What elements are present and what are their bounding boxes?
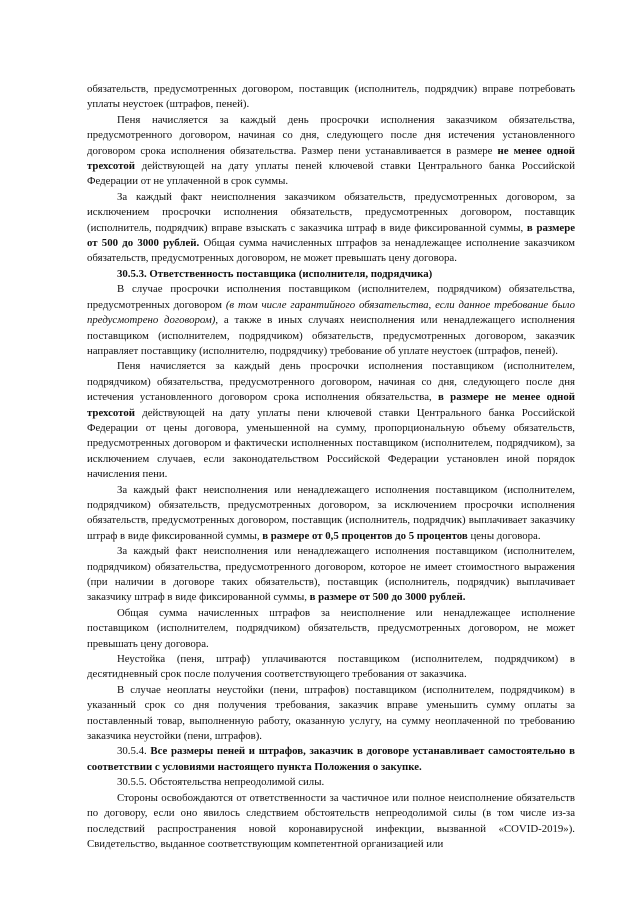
paragraph: [87, 190, 575, 267]
bold-text-run: в размере не менее одной трехсотой: [87, 391, 575, 419]
text-run: За каждый факт неисполнения или ненадлежащего исполнения поставщиком (исполнителем, подрядчиком) обязательств, предусмотренных договором, за исключением просрочки исполнения обязательств, предусмотренных договором, поставщик (исполнитель, подрядчик) выплачивает заказчику штраф в виде фиксированной суммы,: [87, 483, 575, 542]
text-run: обязательств, предусмотренных договором, поставщик (исполнитель, подрядчик) вправе потребовать уплаты неустоек (штрафов, пеней).: [87, 83, 575, 111]
paragraph: [87, 652, 575, 683]
paragraph: [87, 359, 575, 482]
paragraph: [87, 744, 575, 775]
text-run: В случае неоплаты неустойки (пени, штрафов) поставщиком (исполнителем, подрядчиком) в указанный срок со дня получения требования, заказчик вправе уменьшить сумму оплаты за поставленный товар, выполненную работу, оказанную услугу, на сумму неоплаченной по требованию заказчика неустойки (пени, штрафов).: [87, 683, 575, 743]
bold-text-run: не менее одной трехсотой: [87, 144, 575, 173]
paragraph: [87, 282, 575, 359]
text-run: , а также в иных случаях неисполнения или ненадлежащего исполнения поставщиком (исполнителем, подрядчиком) обязательств, предусмотренных договором, заказчик направляет поставщику (исполнителю, подрядчику) требование об уплате неустоек (штрафов, пеней).: [87, 314, 575, 357]
paragraph: [87, 544, 575, 606]
paragraph: [87, 113, 575, 190]
bold-text-run: в размере от 500 до 3000 рублей.: [309, 591, 466, 604]
text-run: Пеня начисляется за каждый день просрочки исполнения заказчиком обязательства, предусмотренного договором, начиная со дня, следующего после дня истечения установленного договором срока исполнения обязательства. Размер пени устанавливается в размере: [87, 113, 575, 157]
text-run: цены договора.: [467, 529, 541, 542]
text-run: В случае просрочки исполнения поставщиком (исполнителем, подрядчиком) обязательства, предусмотренных договором: [87, 283, 575, 311]
text-run: Общая сумма начисленных штрафов за неисполнение или ненадлежащее исполнение поставщиком (исполнителем, подрядчиком) обязательств, предусмотренных договором, не может превышать цену договора.: [87, 606, 575, 650]
bold-text-run: 30.5.3. Ответственность поставщика (исполнителя, подрядчика): [117, 267, 433, 280]
text-run: За каждый факт неисполнения заказчиком обязательств, предусмотренных договором, за исключением просрочки исполнения обязательств, предусмотренных договором, поставщик (исполнитель, подрядчик) вправе взыскать с заказчика штраф в виде фиксированной суммы,: [87, 190, 575, 234]
bold-text-run: Все размеры пеней и штрафов, заказчик в договоре устанавливает самостоятельно в соответствии с условиями настоящего пункта Положения о закупке.: [87, 745, 575, 773]
paragraph: [87, 791, 575, 853]
text-run: 30.5.5. Обстоятельства непреодолимой силы.: [117, 776, 325, 789]
document-page: [87, 82, 575, 852]
paragraph: [87, 82, 575, 113]
text-run: Стороны освобождаются от ответственности за частичное или полное неисполнение обязательств по договору, если оно явилось следствием обстоятельств непреодолимой силы (в том числе из-за последствий распространения новой коронавирусной инфекции, вызванной «COVID-2019»). Свидетельство, выданное соответствующим компетентной организацией или: [87, 791, 575, 850]
paragraph: [87, 775, 575, 790]
text-run: Общая сумма начисленных штрафов за ненадлежащее исполнение заказчиком обязательств, предусмотренных договором, не может превышать цену договора.: [87, 237, 575, 265]
italic-text-run: (в том числе гарантийного обязательства, если данное требование было предусмотрено договором): [87, 298, 575, 327]
section-heading: [87, 267, 575, 282]
text-run: 30.5.4.: [117, 745, 151, 758]
bold-text-run: в размере от 500 до 3000 рублей.: [87, 221, 575, 250]
text-run: Пеня начисляется за каждый день просрочки исполнения поставщиком (исполнителем, подрядчиком) обязательства, предусмотренного договором, начиная со дня, следующего после дня истечения установленного договором срока исполнения обязательства,: [87, 360, 575, 404]
text-run: действующей на дату уплаты пеней ключевой ставки Центрального банка Российской Федерации от не уплаченной в срок суммы.: [87, 160, 575, 188]
paragraph: [87, 683, 575, 745]
text-run: За каждый факт неисполнения или ненадлежащего исполнения поставщиком (исполнителем, подрядчиком) обязательства, предусмотренного договором, которое не имеет стоимостного выражения (при наличии в договоре таких обязательств), поставщик (исполнитель, подрядчик) выплачивает заказчику штраф в виде фиксированной суммы,: [87, 545, 575, 604]
paragraph: [87, 483, 575, 545]
text-run: Неустойка (пеня, штраф) уплачиваются поставщиком (исполнителем, подрядчиком) в десятидневный срок после получения соответствующего требования от заказчика.: [87, 653, 575, 681]
paragraph: [87, 606, 575, 652]
bold-text-run: в размере от 0,5 процентов до 5 процентов: [262, 529, 468, 542]
text-run: действующей на дату уплаты пени ключевой ставки Центрального банка Российской Федерации от цены договора, уменьшенной на сумму, пропорциональную объему обязательств, предусмотренных договором и фактически исполненных поставщиком (исполнителем, подрядчиком), за исключением случаев, если законодательством Российской Федерации установлен иной порядок начисления пени.: [87, 406, 575, 481]
